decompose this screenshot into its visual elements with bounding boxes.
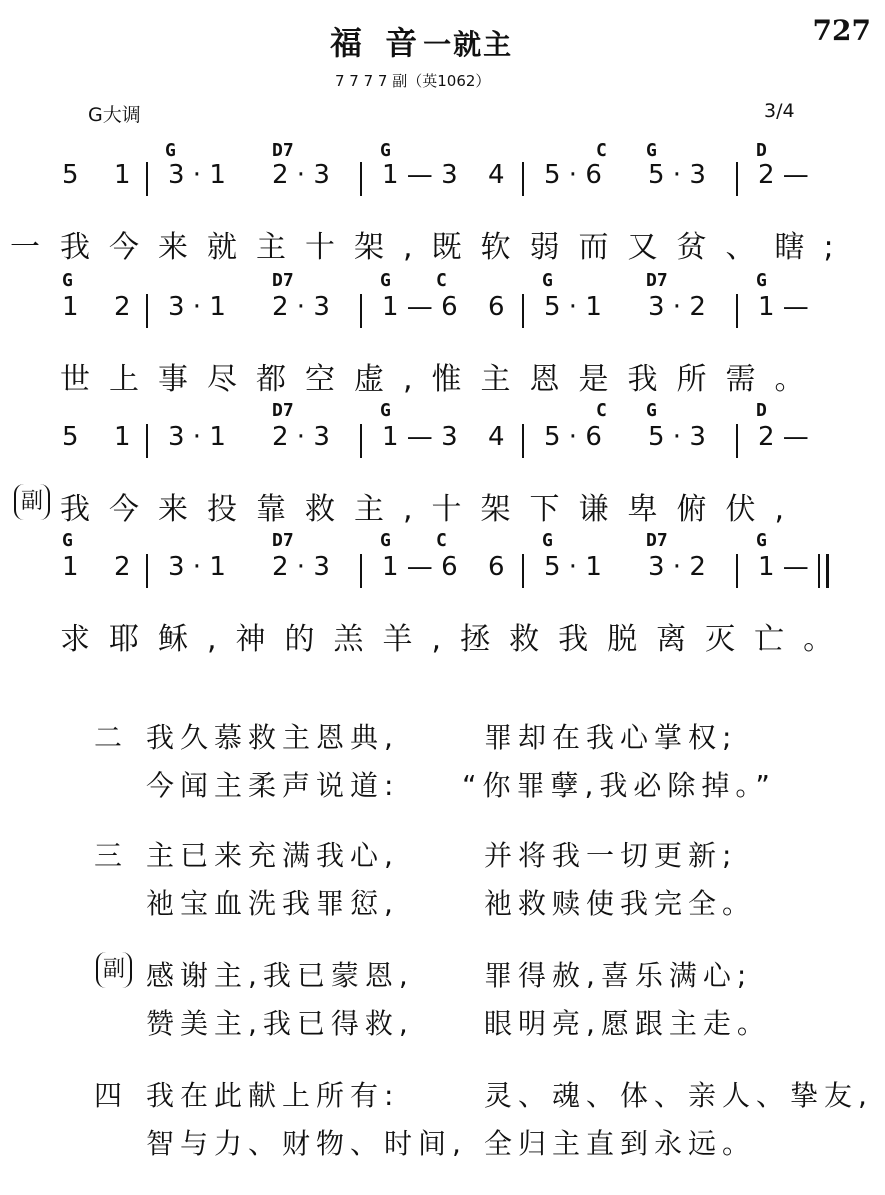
notes-row-2	[0, 292, 885, 332]
chord: G	[165, 140, 176, 161]
verse-number: 二	[94, 721, 123, 754]
chord: D	[756, 400, 767, 421]
hymn-number: 727	[812, 14, 871, 47]
lyric-line-3: 我今来投靠救主,十架下谦卑俯伏,	[60, 492, 804, 527]
note: 5	[62, 422, 79, 452]
note: 3 · 2	[648, 552, 706, 582]
barline	[522, 294, 524, 328]
verse-line: 我久慕救主恩典,	[146, 721, 399, 754]
chord: D7	[646, 270, 668, 291]
note: 1 — 6	[382, 292, 458, 322]
note: 3 · 2	[648, 292, 706, 322]
chord-row-4	[0, 530, 885, 554]
barline	[736, 294, 738, 328]
note: 4	[488, 422, 505, 452]
title-main: 福 音	[330, 24, 424, 62]
barline	[146, 424, 148, 458]
verse-line: 并将我一切更新;	[484, 839, 738, 872]
chord: C	[596, 400, 607, 421]
chord: D7	[272, 140, 294, 161]
note: 1 —	[758, 292, 809, 322]
barline	[522, 554, 524, 588]
chord: G	[756, 270, 767, 291]
final-barline-thick	[826, 554, 829, 588]
note: 5 · 1	[544, 292, 602, 322]
notes-row-1	[0, 160, 885, 200]
key-signature: G大调	[88, 104, 141, 126]
final-barline	[818, 554, 820, 588]
note: 2 —	[758, 160, 809, 190]
barline	[146, 294, 148, 328]
chord: G	[380, 270, 391, 291]
note: 3 · 1	[168, 422, 226, 452]
title-sub: 一就主	[423, 28, 514, 61]
verse-line: 我在此献上所有:	[146, 1079, 400, 1112]
note: 4	[488, 160, 505, 190]
chord: G	[646, 140, 657, 161]
note: 5	[62, 160, 79, 190]
note: 2 · 3	[272, 422, 330, 452]
note: 3 · 1	[168, 160, 226, 190]
note: 1	[62, 292, 79, 322]
chord: D7	[646, 530, 668, 551]
note: 2 —	[758, 422, 809, 452]
note: 2	[114, 552, 131, 582]
page-title	[330, 18, 513, 64]
note: 2 · 3	[272, 160, 330, 190]
barline	[146, 554, 148, 588]
note: 1	[62, 552, 79, 582]
chord: D7	[272, 530, 294, 551]
barline	[736, 554, 738, 588]
notes-row-3	[0, 422, 885, 462]
note: 6	[488, 292, 505, 322]
verse-number: 四	[94, 1079, 123, 1112]
lyric-line-4: 求耶稣,神的羔羊,拯救我脱离灭亡。	[60, 622, 853, 657]
barline	[522, 424, 524, 458]
lyric-line-2: 世上事尽都空虚,惟主恩是我所需。	[60, 362, 824, 397]
note: 5 · 3	[648, 160, 706, 190]
lyric-line-1: 我今来就主十架,既软弱而又贫、瞎;	[60, 230, 853, 265]
verse-line: 罪得赦,喜乐满心;	[484, 959, 753, 992]
verse-line: 祂宝血洗我罪愆,	[146, 887, 399, 920]
barline	[736, 162, 738, 196]
verse-line: 主已来充满我心,	[146, 839, 399, 872]
note: 1 — 3	[382, 160, 458, 190]
chord: G	[380, 140, 391, 161]
verse-line: 赞美主,我已得救,	[146, 1007, 414, 1040]
note: 5 · 3	[648, 422, 706, 452]
chord: G	[380, 400, 391, 421]
barline	[736, 424, 738, 458]
verse-line: 今闻主柔声说道:	[146, 769, 400, 802]
refrain-mark: 副	[96, 952, 132, 988]
note: 3 · 1	[168, 292, 226, 322]
refrain-mark: 副	[14, 484, 50, 520]
note: 5 · 1	[544, 552, 602, 582]
lyric-lead: 一	[10, 230, 59, 265]
chord-row-2	[0, 270, 885, 294]
notes-row-4	[0, 552, 885, 592]
chord: D7	[272, 400, 294, 421]
chord: G	[542, 270, 553, 291]
chord: D	[756, 140, 767, 161]
barline	[360, 162, 362, 196]
chord: D7	[272, 270, 294, 291]
barline	[360, 294, 362, 328]
verse-line: 眼明亮,愿跟主走。	[484, 1007, 771, 1040]
note: 2 · 3	[272, 292, 330, 322]
note: 5 · 6	[544, 160, 602, 190]
chord: G	[62, 530, 73, 551]
chord: G	[756, 530, 767, 551]
note: 1	[114, 422, 131, 452]
note: 1 — 3	[382, 422, 458, 452]
chord: C	[436, 530, 447, 551]
verse-line: 灵、魂、体、亲人、挚友,	[484, 1079, 873, 1112]
chord: C	[596, 140, 607, 161]
verse-number: 三	[94, 839, 123, 872]
verse-line: 罪却在我心掌权;	[484, 721, 738, 754]
verse-line: “你罪孽,我必除掉。”	[462, 769, 776, 802]
barline	[360, 554, 362, 588]
chord: G	[542, 530, 553, 551]
note: 2 · 3	[272, 552, 330, 582]
chord: G	[62, 270, 73, 291]
chord: C	[436, 270, 447, 291]
chord: G	[646, 400, 657, 421]
meter-info: 7 7 7 7 副（英1062）	[335, 72, 491, 90]
verse-line: 全归主直到永远。	[484, 1127, 757, 1160]
note: 1 —	[758, 552, 809, 582]
note: 3 · 1	[168, 552, 226, 582]
barline	[522, 162, 524, 196]
note: 2	[114, 292, 131, 322]
verse-line: 祂救赎使我完全。	[484, 887, 757, 920]
time-signature: 3/4	[764, 100, 795, 122]
note: 1	[114, 160, 131, 190]
verse-line: 感谢主,我已蒙恩,	[146, 959, 414, 992]
note: 6	[488, 552, 505, 582]
verse-line: 智与力、财物、时间,	[146, 1127, 467, 1160]
chord-row-3	[0, 400, 885, 424]
note: 1 — 6	[382, 552, 458, 582]
chord: G	[380, 530, 391, 551]
note: 5 · 6	[544, 422, 602, 452]
barline	[146, 162, 148, 196]
barline	[360, 424, 362, 458]
